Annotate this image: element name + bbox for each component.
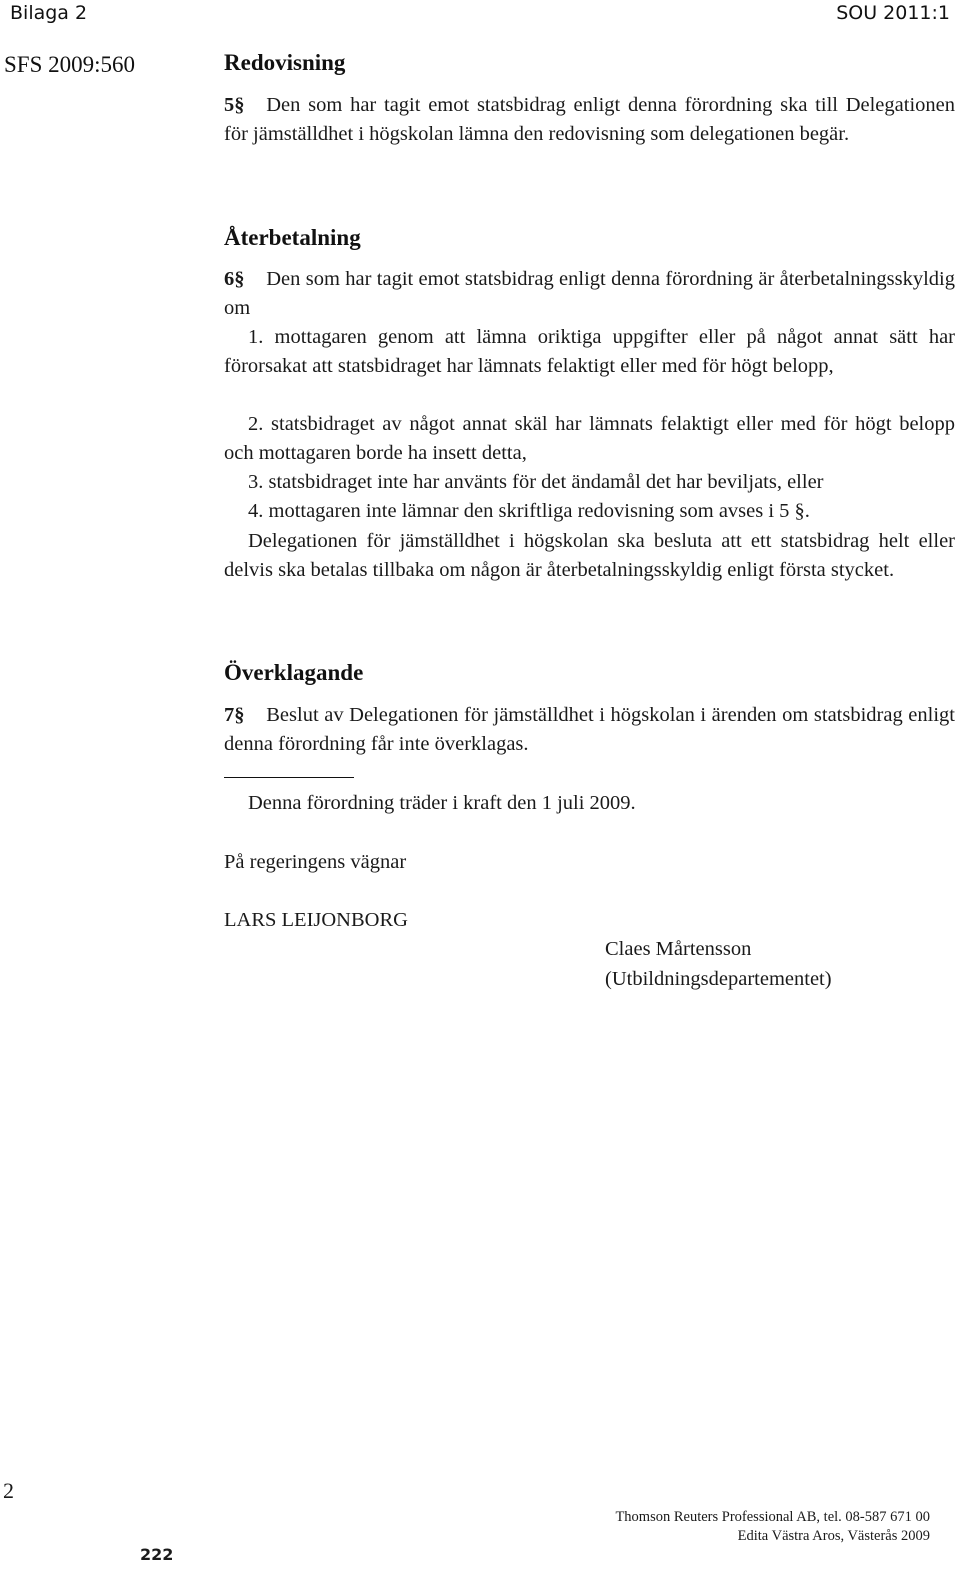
cosigner-department: (Utbildningsdepartementet) bbox=[605, 968, 832, 990]
section-number: 6 bbox=[224, 268, 235, 290]
section-number: 7 bbox=[224, 704, 235, 726]
list-item: 2. statsbidraget av något annat skäl har lämnats felaktigt eller med för högt belopp och mottagaren borde ha insett detta, bbox=[224, 413, 955, 464]
divider bbox=[224, 777, 354, 778]
heading-redovisning: Redovisning bbox=[224, 50, 346, 75]
section-number: 5 bbox=[224, 94, 235, 116]
section-6-text: Den som har tagit emot statsbidrag enligt denna förordning är återbetalningsskyldig om bbox=[224, 268, 955, 319]
page-number: 222 bbox=[140, 1545, 174, 1564]
section-7-paragraph bbox=[224, 701, 955, 759]
list-item: 4. mottagaren inte lämnar den skriftliga redovisning som avses i 5 §. bbox=[248, 500, 810, 522]
running-header-right: SOU 2011:1 bbox=[836, 2, 950, 24]
publisher-line-2: Edita Västra Aros, Västerås 2009 bbox=[737, 1528, 930, 1544]
section-6-paragraph bbox=[224, 265, 955, 323]
list-item: 3. statsbidraget inte har använts för det ändamål det har beviljats, eller bbox=[248, 471, 824, 493]
signatory: LARS LEIJONBORG bbox=[224, 909, 408, 931]
section-sign-icon: § bbox=[234, 704, 245, 726]
section-6-closing: Delegationen för jämställdhet i högskolan ska besluta att ett statsbidrag helt eller delvis ska betalas tillbaka om någon är återbetalningsskyldig enligt första stycket. bbox=[224, 530, 955, 581]
heading-aterbetalning: Återbetalning bbox=[224, 225, 361, 250]
running-header-left: Bilaga 2 bbox=[10, 2, 88, 24]
section-5-paragraph bbox=[224, 91, 955, 149]
section-sign-icon: § bbox=[234, 94, 245, 116]
list-item: 1. mottagaren genom att lämna oriktiga uppgifter eller på något annat sätt har förorsakat att statsbidraget har lämnats felaktigt eller med för högt belopp, bbox=[224, 326, 955, 377]
section-sign-icon: § bbox=[234, 268, 245, 290]
publisher-line-1: Thomson Reuters Professional AB, tel. 08-587 671 00 bbox=[615, 1509, 930, 1525]
cosigner-name: Claes Mårtensson bbox=[605, 938, 752, 960]
section-7-text: Beslut av Delegationen för jämställdhet i högskolan i ärenden om statsbidrag enligt denna förordning får inte överklagas. bbox=[224, 704, 955, 755]
sfs-page-number: 2 bbox=[3, 1478, 14, 1503]
heading-overklagande: Överklagande bbox=[224, 660, 364, 685]
entry-into-force: Denna förordning träder i kraft den 1 juli 2009. bbox=[248, 792, 636, 814]
on-behalf-line: På regeringens vägnar bbox=[224, 851, 407, 873]
section-5-text: Den som har tagit emot statsbidrag enligt denna förordning ska till Delegationen för jämställdhet i högskolan lämna den redovisning som delegationen begär. bbox=[224, 94, 955, 145]
sfs-reference: SFS 2009:560 bbox=[4, 52, 136, 77]
